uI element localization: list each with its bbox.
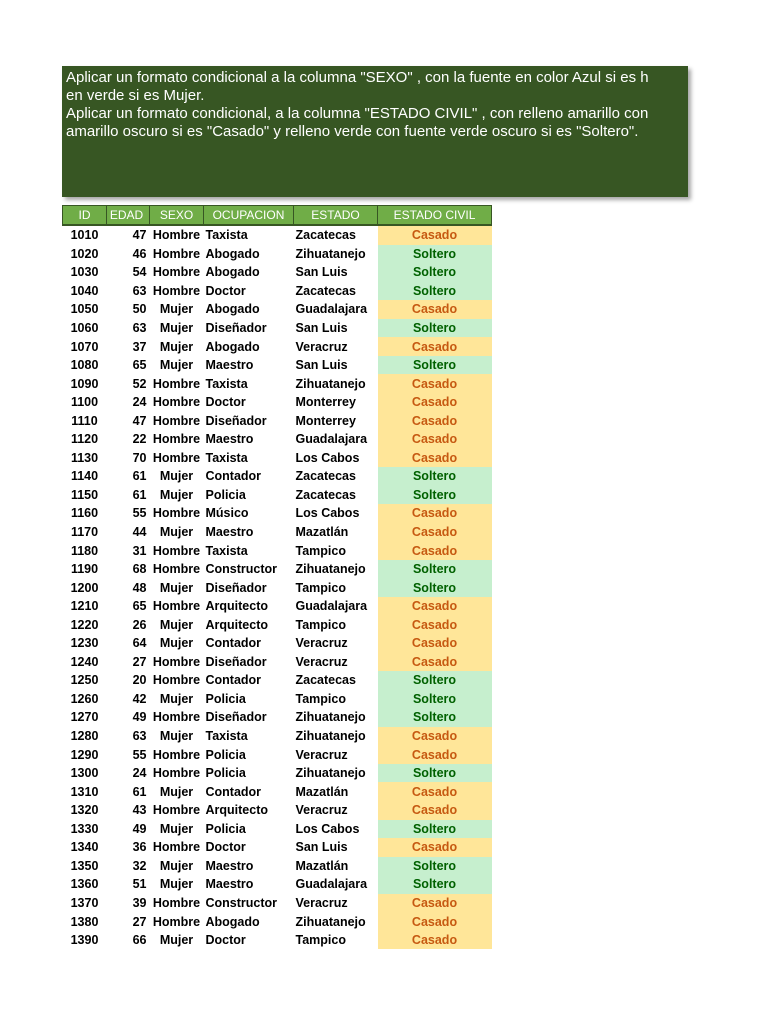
cell-estado[interactable]: Tampico — [295, 580, 346, 595]
cell-estado[interactable]: Zacatecas — [295, 469, 356, 484]
cell-ocupacion[interactable]: Diseñador — [205, 580, 267, 595]
cell-edad[interactable]: 61 — [132, 469, 147, 484]
cell-estado-civil[interactable]: Soltero — [378, 263, 492, 282]
table-row — [63, 300, 492, 319]
cell-estado-civil[interactable]: Soltero — [378, 560, 492, 579]
cell-estado[interactable]: Zacatecas — [295, 487, 356, 502]
cell-id[interactable]: 1310 — [70, 784, 99, 799]
cell-sexo[interactable]: Hombre — [152, 654, 201, 669]
cell-id[interactable]: 1020 — [70, 246, 99, 261]
cell-sexo[interactable]: Hombre — [152, 747, 201, 762]
header-id[interactable]: ID — [63, 206, 107, 226]
cell-edad[interactable]: 32 — [132, 858, 147, 873]
instruction-line: en verde si es Mujer. — [66, 87, 205, 104]
cell-id[interactable]: 1330 — [70, 821, 99, 836]
cell-ocupacion[interactable]: Diseñador — [205, 321, 267, 335]
cell-estado[interactable]: Guadalajara — [295, 599, 368, 614]
table-row — [63, 282, 492, 301]
cell-id[interactable]: 1320 — [70, 803, 99, 818]
cell-ocupacion[interactable]: Taxista — [205, 376, 248, 391]
table-row — [63, 745, 492, 764]
cell-estado-civil[interactable]: Casado — [378, 931, 492, 950]
cell-ocupacion[interactable]: Constructor — [205, 562, 278, 577]
cell-estado[interactable]: Zacatecas — [295, 673, 356, 688]
cell-id[interactable]: 1030 — [70, 265, 99, 280]
data-table — [62, 205, 492, 949]
cell-id[interactable]: 1110 — [71, 413, 98, 428]
table-row — [63, 319, 492, 338]
cell-estado[interactable]: Veracruz — [295, 339, 348, 354]
cell-edad[interactable]: 44 — [132, 525, 147, 540]
cell-estado[interactable]: Zihuatanejo — [295, 562, 366, 577]
cell-ocupacion[interactable]: Maestro — [205, 358, 254, 373]
cell-estado-civil[interactable]: Casado — [378, 430, 492, 449]
cell-edad[interactable]: 36 — [132, 840, 147, 855]
cell-id[interactable]: 1170 — [70, 525, 99, 540]
cell-id[interactable]: 1250 — [70, 673, 99, 688]
cell-id[interactable]: 1220 — [70, 617, 99, 632]
cell-estado-civil[interactable]: Casado — [378, 597, 492, 616]
cell-id[interactable]: 1070 — [70, 339, 99, 354]
cell-edad[interactable]: 49 — [132, 821, 147, 836]
cell-ocupacion[interactable]: Maestro — [205, 432, 254, 447]
cell-ocupacion[interactable]: Arquitecto — [205, 599, 268, 614]
cell-edad[interactable]: 20 — [132, 673, 147, 688]
table-row — [63, 764, 492, 783]
cell-estado[interactable]: Veracruz — [295, 803, 348, 818]
cell-ocupacion[interactable]: Doctor — [205, 840, 246, 855]
cell-estado-civil[interactable]: Casado — [378, 337, 492, 356]
cell-estado-civil[interactable]: Casado — [378, 300, 492, 319]
header-sexo[interactable]: SEXO — [150, 206, 204, 226]
header-ocupacion[interactable]: OCUPACION — [204, 206, 294, 226]
cell-edad[interactable]: 43 — [132, 803, 147, 818]
cell-sexo[interactable]: Hombre — [152, 673, 201, 688]
cell-id[interactable]: 1180 — [70, 543, 99, 558]
cell-sexo[interactable]: Mujer — [159, 487, 194, 502]
cell-estado-civil[interactable]: Soltero — [378, 875, 492, 894]
table-row — [63, 560, 492, 579]
table-row — [63, 820, 492, 839]
cell-id[interactable]: 1270 — [70, 710, 99, 725]
cell-sexo[interactable]: Hombre — [152, 395, 201, 410]
cell-ocupacion[interactable]: Abogado — [205, 265, 260, 280]
cell-ocupacion[interactable]: Contador — [205, 469, 262, 484]
cell-edad[interactable]: 24 — [132, 766, 147, 781]
cell-estado[interactable]: Tampico — [295, 543, 346, 558]
cell-id[interactable]: 1130 — [70, 450, 99, 465]
cell-id[interactable]: 1010 — [70, 228, 99, 243]
cell-edad[interactable]: 22 — [132, 432, 147, 447]
cell-estado[interactable]: Zihuatanejo — [295, 376, 366, 391]
cell-ocupacion[interactable]: Policia — [205, 691, 246, 706]
cell-sexo[interactable]: Mujer — [159, 636, 194, 651]
table-row — [63, 634, 492, 653]
cell-ocupacion[interactable]: Taxista — [205, 228, 248, 243]
cell-estado[interactable]: Mazatlán — [295, 858, 349, 873]
cell-ocupacion[interactable]: Diseñador — [205, 654, 267, 669]
cell-id[interactable]: 1080 — [70, 358, 99, 373]
table-row — [63, 597, 492, 616]
cell-ocupacion[interactable]: Abogado — [205, 339, 260, 354]
cell-edad[interactable]: 54 — [132, 265, 147, 280]
instruction-line: Aplicar un formato condicional a la columna "SEXO" , con la fuente en color Azul si es h — [66, 69, 649, 86]
cell-edad[interactable]: 27 — [132, 654, 147, 669]
cell-estado[interactable]: Zihuatanejo — [295, 710, 366, 725]
cell-estado[interactable]: Mazatlán — [295, 784, 349, 799]
cell-estado[interactable]: San Luis — [295, 358, 348, 373]
cell-edad[interactable]: 24 — [132, 395, 147, 410]
cell-edad[interactable]: 37 — [132, 339, 147, 354]
table-row — [63, 337, 492, 356]
cell-estado[interactable]: Tampico — [295, 691, 346, 706]
table-row — [63, 690, 492, 709]
cell-sexo[interactable]: Mujer — [159, 302, 194, 317]
cell-id[interactable]: 1290 — [70, 747, 99, 762]
cell-estado-civil[interactable]: Soltero — [378, 282, 492, 301]
cell-ocupacion[interactable]: Diseñador — [205, 710, 267, 725]
cell-edad[interactable]: 55 — [132, 747, 147, 762]
cell-edad[interactable]: 47 — [132, 228, 147, 243]
cell-sexo[interactable]: Hombre — [152, 432, 201, 447]
cell-id[interactable]: 1210 — [70, 599, 99, 614]
table-row — [63, 356, 492, 375]
cell-estado-civil[interactable]: Casado — [378, 541, 492, 560]
cell-sexo[interactable]: Mujer — [159, 784, 194, 799]
cell-sexo[interactable]: Hombre — [152, 450, 201, 465]
cell-ocupacion[interactable]: Taxista — [205, 729, 248, 744]
table-row — [63, 708, 492, 727]
table-row — [63, 671, 492, 690]
cell-id[interactable]: 1150 — [70, 487, 99, 502]
cell-id[interactable]: 1230 — [70, 636, 99, 651]
cell-id[interactable]: 1040 — [70, 283, 99, 298]
cell-estado[interactable]: Los Cabos — [295, 450, 360, 465]
cell-id[interactable]: 1380 — [70, 914, 99, 929]
cell-sexo[interactable]: Hombre — [152, 543, 201, 558]
cell-edad[interactable]: 52 — [132, 376, 147, 391]
table-row — [63, 875, 492, 894]
table-row — [63, 615, 492, 634]
cell-edad[interactable]: 63 — [132, 283, 147, 298]
cell-id[interactable]: 1090 — [70, 376, 99, 391]
cell-edad[interactable]: 68 — [132, 562, 147, 577]
cell-ocupacion[interactable]: Taxista — [205, 450, 248, 465]
cell-estado-civil[interactable]: Soltero — [378, 671, 492, 690]
cell-id[interactable]: 1260 — [70, 691, 99, 706]
cell-sexo[interactable]: Mujer — [159, 358, 194, 373]
cell-ocupacion[interactable]: Policia — [205, 487, 246, 502]
table-row — [63, 578, 492, 597]
cell-edad[interactable]: 64 — [132, 636, 147, 651]
cell-ocupacion[interactable]: Doctor — [205, 395, 246, 410]
cell-edad[interactable]: 51 — [132, 877, 147, 892]
cell-estado[interactable]: Guadalajara — [295, 432, 368, 447]
cell-estado-civil[interactable]: Soltero — [378, 764, 492, 783]
cell-estado[interactable]: San Luis — [295, 265, 348, 280]
cell-ocupacion[interactable]: Abogado — [205, 302, 260, 317]
cell-estado[interactable]: Veracruz — [295, 747, 348, 762]
cell-estado-civil[interactable]: Soltero — [378, 708, 492, 727]
cell-sexo[interactable]: Hombre — [152, 376, 201, 391]
cell-id[interactable]: 1190 — [70, 562, 99, 577]
instruction-line: Aplicar un formato condicional, a la columna "ESTADO CIVIL" , con relleno amarillo con — [66, 105, 649, 122]
cell-estado-civil[interactable]: Casado — [378, 449, 492, 468]
cell-estado-civil[interactable]: Casado — [378, 393, 492, 412]
cell-ocupacion[interactable]: Abogado — [205, 914, 260, 929]
cell-estado-civil[interactable]: Soltero — [378, 857, 492, 876]
table-row — [63, 449, 492, 468]
cell-edad[interactable]: 61 — [132, 487, 147, 502]
cell-edad[interactable]: 49 — [132, 710, 147, 725]
cell-sexo[interactable]: Mujer — [159, 691, 194, 706]
cell-estado-civil[interactable]: Soltero — [378, 356, 492, 375]
cell-estado-civil[interactable]: Soltero — [378, 319, 492, 338]
cell-ocupacion[interactable]: Abogado — [205, 246, 260, 261]
table-row — [63, 393, 492, 412]
cell-edad[interactable]: 46 — [132, 246, 147, 261]
table-row — [63, 894, 492, 913]
cell-sexo[interactable]: Mujer — [159, 339, 194, 354]
cell-edad[interactable]: 42 — [132, 691, 147, 706]
cell-estado-civil[interactable]: Casado — [378, 727, 492, 746]
cell-sexo[interactable]: Mujer — [159, 877, 194, 892]
header-estado[interactable]: ESTADO — [294, 206, 378, 226]
cell-id[interactable]: 1120 — [70, 432, 99, 447]
cell-estado-civil[interactable]: Casado — [378, 504, 492, 523]
cell-estado-civil[interactable]: Casado — [378, 894, 492, 913]
cell-estado-civil[interactable]: Casado — [378, 653, 492, 672]
table-row — [63, 912, 492, 931]
cell-sexo[interactable]: Mujer — [159, 821, 194, 836]
table-row — [63, 486, 492, 505]
table-row — [63, 931, 492, 950]
cell-estado-civil[interactable]: Soltero — [378, 578, 492, 597]
cell-estado-civil[interactable]: Soltero — [378, 690, 492, 709]
cell-estado[interactable]: Tampico — [295, 933, 346, 948]
cell-estado[interactable]: Monterrey — [295, 395, 356, 410]
cell-sexo[interactable]: Hombre — [152, 265, 201, 280]
cell-edad[interactable]: 48 — [132, 580, 147, 595]
cell-estado[interactable]: Zihuatanejo — [295, 766, 366, 781]
cell-edad[interactable]: 31 — [132, 543, 147, 558]
cell-estado[interactable]: San Luis — [295, 321, 348, 335]
table-row — [63, 411, 492, 430]
cell-ocupacion[interactable]: Doctor — [205, 933, 246, 948]
cell-ocupacion[interactable]: Maestro — [205, 877, 254, 892]
cell-edad[interactable]: 63 — [132, 321, 147, 335]
cell-estado-civil[interactable]: Casado — [378, 634, 492, 653]
cell-id[interactable]: 1370 — [70, 895, 99, 910]
cell-id[interactable]: 1360 — [70, 877, 99, 892]
table-row — [63, 245, 492, 264]
cell-id[interactable]: 1300 — [70, 766, 99, 781]
cell-sexo[interactable]: Mujer — [159, 469, 194, 484]
cell-ocupacion[interactable]: Policia — [205, 821, 246, 836]
cell-sexo[interactable]: Mujer — [159, 729, 194, 744]
cell-sexo[interactable]: Mujer — [159, 617, 194, 632]
cell-edad[interactable]: 65 — [132, 599, 147, 614]
table-row — [63, 782, 492, 801]
cell-edad[interactable]: 47 — [132, 413, 147, 428]
table-row — [63, 467, 492, 486]
cell-edad[interactable]: 70 — [132, 450, 147, 465]
header-estado-civil[interactable]: ESTADO CIVIL — [378, 206, 492, 226]
cell-edad[interactable]: 26 — [132, 617, 147, 632]
cell-estado[interactable]: Guadalajara — [295, 877, 368, 892]
cell-estado-civil[interactable]: Casado — [378, 411, 492, 430]
cell-id[interactable]: 1200 — [70, 580, 99, 595]
instructions-box — [62, 66, 688, 197]
cell-ocupacion[interactable]: Arquitecto — [205, 803, 268, 818]
cell-id[interactable]: 1340 — [70, 840, 99, 855]
cell-estado-civil[interactable]: Casado — [378, 782, 492, 801]
cell-sexo[interactable]: Hombre — [152, 803, 201, 818]
cell-edad[interactable]: 61 — [132, 784, 147, 799]
cell-estado[interactable]: Zihuatanejo — [295, 246, 366, 261]
cell-sexo[interactable]: Hombre — [152, 228, 201, 243]
cell-estado-civil[interactable]: Casado — [378, 801, 492, 820]
cell-estado[interactable]: Zihuatanejo — [295, 914, 366, 929]
table-row — [63, 541, 492, 560]
cell-sexo[interactable]: Hombre — [152, 562, 201, 577]
cell-sexo[interactable]: Mujer — [159, 321, 194, 335]
cell-estado[interactable]: Los Cabos — [295, 506, 360, 521]
cell-edad[interactable]: 63 — [132, 729, 147, 744]
cell-sexo[interactable]: Hombre — [152, 710, 201, 725]
cell-ocupacion[interactable]: Contador — [205, 784, 262, 799]
cell-ocupacion[interactable]: Músico — [205, 506, 249, 521]
cell-ocupacion[interactable]: Arquitecto — [205, 617, 268, 632]
cell-estado-civil[interactable]: Soltero — [378, 467, 492, 486]
cell-sexo[interactable]: Hombre — [152, 283, 201, 298]
cell-ocupacion[interactable]: Contador — [205, 673, 262, 688]
cell-id[interactable]: 1350 — [70, 858, 99, 873]
cell-edad[interactable]: 65 — [132, 358, 147, 373]
cell-sexo[interactable]: Hombre — [152, 766, 201, 781]
instruction-line: amarillo oscuro si es "Casado" y relleno verde con fuente verde oscuro si es "Soltero". — [66, 123, 639, 140]
cell-sexo[interactable]: Hombre — [152, 506, 201, 521]
cell-id[interactable]: 1060 — [70, 321, 99, 335]
cell-estado-civil[interactable]: Casado — [378, 374, 492, 393]
cell-sexo[interactable]: Hombre — [152, 599, 201, 614]
cell-estado[interactable]: Los Cabos — [295, 821, 360, 836]
cell-estado-civil[interactable]: Casado — [378, 838, 492, 857]
cell-estado-civil[interactable]: Soltero — [378, 486, 492, 505]
cell-sexo[interactable]: Hombre — [152, 246, 201, 261]
cell-sexo[interactable]: Hombre — [152, 914, 201, 929]
cell-ocupacion[interactable]: Maestro — [205, 525, 254, 540]
cell-estado-civil[interactable]: Soltero — [378, 820, 492, 839]
cell-estado[interactable]: Monterrey — [295, 413, 356, 428]
table-row — [63, 504, 492, 523]
cell-ocupacion[interactable]: Contador — [205, 636, 262, 651]
cell-edad[interactable]: 39 — [132, 895, 147, 910]
cell-estado[interactable]: Guadalajara — [295, 302, 368, 317]
cell-sexo[interactable]: Mujer — [159, 933, 194, 948]
cell-ocupacion[interactable]: Policia — [205, 766, 246, 781]
cell-id[interactable]: 1390 — [70, 933, 99, 948]
cell-estado-civil[interactable]: Casado — [378, 225, 492, 245]
cell-id[interactable]: 1140 — [70, 469, 99, 484]
cell-edad[interactable]: 66 — [132, 933, 147, 948]
table-header-row — [63, 206, 492, 226]
cell-estado[interactable]: Veracruz — [295, 895, 348, 910]
cell-estado-civil[interactable]: Casado — [378, 523, 492, 542]
table-row — [63, 727, 492, 746]
cell-estado[interactable]: Zihuatanejo — [295, 729, 366, 744]
cell-estado-civil[interactable]: Casado — [378, 745, 492, 764]
cell-estado[interactable]: Mazatlán — [295, 525, 349, 540]
cell-id[interactable]: 1100 — [70, 395, 99, 410]
cell-sexo[interactable]: Mujer — [159, 858, 194, 873]
table-row — [63, 801, 492, 820]
cell-edad[interactable]: 27 — [132, 914, 147, 929]
cell-estado[interactable]: Tampico — [295, 617, 346, 632]
cell-id[interactable]: 1050 — [70, 302, 99, 317]
cell-sexo[interactable]: Mujer — [159, 525, 194, 540]
cell-ocupacion[interactable]: Diseñador — [205, 413, 267, 428]
cell-ocupacion[interactable]: Taxista — [205, 543, 248, 558]
cell-ocupacion[interactable]: Maestro — [205, 858, 254, 873]
table-body — [63, 225, 492, 949]
table-row — [63, 430, 492, 449]
cell-estado[interactable]: Zacatecas — [295, 283, 356, 298]
table-row — [63, 523, 492, 542]
table-row — [63, 838, 492, 857]
cell-estado-civil[interactable]: Casado — [378, 912, 492, 931]
table-row — [63, 263, 492, 282]
cell-sexo[interactable]: Hombre — [152, 413, 201, 428]
cell-id[interactable]: 1280 — [70, 729, 99, 744]
cell-id[interactable]: 1160 — [70, 506, 99, 521]
cell-estado[interactable]: San Luis — [295, 840, 348, 855]
cell-ocupacion[interactable]: Policia — [205, 747, 246, 762]
cell-estado[interactable]: Veracruz — [295, 636, 348, 651]
cell-estado[interactable]: Veracruz — [295, 654, 348, 669]
cell-sexo[interactable]: Hombre — [152, 895, 201, 910]
cell-id[interactable]: 1240 — [70, 654, 99, 669]
cell-ocupacion[interactable]: Constructor — [205, 895, 278, 910]
cell-estado[interactable]: Zacatecas — [295, 228, 356, 243]
cell-sexo[interactable]: Mujer — [159, 580, 194, 595]
cell-edad[interactable]: 55 — [132, 506, 147, 521]
table-row — [63, 653, 492, 672]
cell-ocupacion[interactable]: Doctor — [205, 283, 246, 298]
table-row — [63, 374, 492, 393]
table-row — [63, 225, 492, 245]
cell-estado-civil[interactable]: Soltero — [378, 245, 492, 264]
cell-estado-civil[interactable]: Casado — [378, 615, 492, 634]
table-row — [63, 857, 492, 876]
cell-sexo[interactable]: Hombre — [152, 840, 201, 855]
header-edad[interactable]: EDAD — [107, 206, 150, 226]
cell-edad[interactable]: 50 — [132, 302, 147, 317]
